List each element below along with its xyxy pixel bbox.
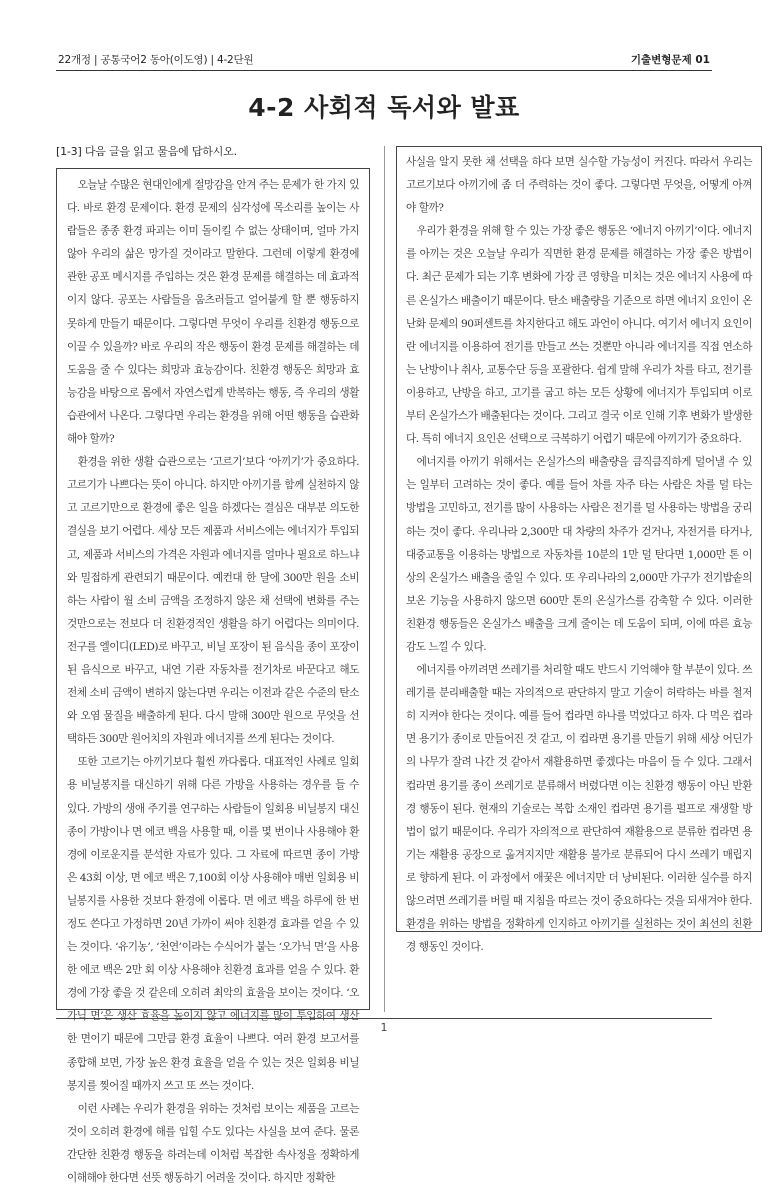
passage-box-right xyxy=(396,146,762,954)
footer-divider xyxy=(56,1018,712,1019)
column-divider xyxy=(384,146,385,1012)
question-instruction: [1-3] 다음 글을 읽고 물음에 답하시오. xyxy=(56,145,237,158)
passage-paragraph: 또한 고르기는 아끼기보다 훨씬 까다롭다. 대표적인 사례로 일회용 비닐봉지를 대신하기 위해 다른 가방을 사용하는 경우를 들 수 있다. 가방의 생애 주기를 연구하는 사람들이 일회용 비닐봉지 대신 종이 가방이나 면 에코 백을 사용할 때, 이를 몇 번이나 사용해야 환경에 이로운지를 분석한 자료가 있다. 그 자료에 따르면 종이 가방은 43회 이상, 면 에코 백은 7,100회 이상 사용해야 매번 일회용 비닐봉지를 사용한 것보다 환경에 이롭다. 면 에코 백을 하루에 한 번 정도 쓴다고 가정하면 20년 가까이 써야 친환경 효과를 얻을 수 있는 것이다. ‘유기농’, ‘천연’이라는 수식어가 붙는 ‘오가닉 면’을 사용한 에코 백은 2만 회 이상 사용해야 친환경 효과를 얻을 수 있다. 환경에 가장 좋을 것 같은데 오히려 최악의 효율을 보이는 것이다. ‘오가닉 면’은 생산 효율을 높이지 않고 에너지를 많이 투입하여 생산한 면이기 때문에 그만큼 환경 효율이 나쁘다. 여러 환경 보고서를 종합해 보면, 가장 높은 환경 효율을 얻을 수 있는 것은 일회용 비닐봉지를 찢어질 때까지 쓰고 또 쓰는 것이다. xyxy=(67,756,359,1092)
header-divider xyxy=(56,70,712,71)
page-number: 1 xyxy=(380,1021,388,1034)
passage-paragraph: 에너지를 아끼기 위해서는 온실가스의 배출량을 큼직큼직하게 덜어낼 수 있는 일부터 고려하는 것이 좋다. 예를 들어 차를 자주 타는 사람은 차를 덜 타는 방법을 고민하고, 전기를 많이 사용하는 사람은 전기를 덜 사용하는 방법을 궁리하는 것이 좋다. 우리나라 2,300만 대 차량의 차주가 걷거나, 자전거를 타거나, 대중교통을 이용하는 방법으로 자동차를 10분의 1만 덜 탄다면 1,000만 톤 이상의 온실가스 배출을 줄일 수 있다. 또 우리나라의 2,000만 가구가 전기밥솥의 보온 기능을 사용하지 않으면 600만 톤의 온실가스를 감축할 수 있다. 이러한 친환경 행동들은 온실가스 배출을 크게 줄이는 데 도움이 되며, 이에 따른 효능감도 느낄 수 있다. xyxy=(406,456,752,653)
passage-paragraph: 환경을 위한 생활 습관으로는 ‘고르기’보다 ‘아끼기’가 중요하다. 고르기가 나쁘다는 뜻이 아니다. 하지만 아끼기를 함께 실천하지 않고 고르기만으로 환경에 좋은 일을 하겠다는 결심은 대부분 의도한 결실을 보기 어렵다. 세상 모든 제품과 서비스에는 에너지가 투입되고, 제품과 서비스의 가격은 자원과 에너지를 얼마나 필요로 하느냐와 밀접하게 관련되기 때문이다. 예컨대 한 달에 300만 원을 소비하는 사람이 월 소비 금액을 조정하지 않은 채 선택에 변화를 주는 것만으로는 전보다 더 친환경적인 생활을 하기 어렵다는 의미이다. 전구를 엘이디(LED)로 바꾸고, 비닐 포장이 된 음식을 종이 포장이 된 음식으로 바꾸고, 내연 기관 자동차를 전기차로 바꾼다고 해도 전체 소비 금액이 변하지 않는다면 우리는 이전과 같은 수준의 탄소와 오염 물질을 배출하게 된다. 다시 말해 300만 원으로 무엇을 선택하든 300만 원어치의 자원과 에너지를 쓰게 된다는 것이다. xyxy=(67,456,359,746)
header-doc-type: 기출변형문제 01 xyxy=(630,54,710,66)
passage-paragraph: 에너지를 아끼려면 쓰레기를 처리할 때도 반드시 기억해야 할 부분이 있다. 쓰레기를 분리배출할 때는 자의적으로 판단하지 말고 기술이 허락하는 바를 철저히 지켜야 한다는 것이다. 예를 들어 컵라면 하나를 먹었다고 하자. 다 먹은 컵라면 용기가 종이로 만들어진 것 같고, 이 컵라면 용기를 만들기 위해 세상 어딘가의 나무가 잘려 나간 것 같아서 재활용하면 좋겠다는 마음이 들 수 있다. 그래서 컵라면 용기를 종이 쓰레기로 분류해서 버렸다면 이는 친환경 행동이 아닌 반환경 행동이 된다. 현재의 기술로는 복합 소재인 컵라면 용기를 펄프로 재생할 방법이 없기 때문이다. 우리가 자의적으로 판단하여 재활용으로 분류한 컵라면 용기는 재활용 공장으로 옮겨지지만 재활용 불가로 분류되어 다시 쓰레기 매립지로 향하게 된다. 이 과정에서 애꿎은 에너지만 더 낭비된다. 이러한 실수를 하지 않으려면 쓰레기를 버릴 때 지침을 따르는 것이 중요하다는 것을 되새겨야 한다. 환경을 위하는 방법을 정확하게 인지하고 아끼기를 실천하는 것이 최선의 친환경 행동인 것이다. xyxy=(406,664,752,954)
passage-box-left xyxy=(56,168,370,1185)
passage-paragraph: 우리가 환경을 위해 할 수 있는 가장 좋은 행동은 ‘에너지 아끼기’이다. 에너지를 아끼는 것은 오늘날 우리가 직면한 환경 문제를 해결하는 가장 좋은 방법이다. 최근 문제가 되는 기후 변화에 가장 큰 영향을 미치는 것은 에너지 사용에 따른 온실가스 배출이기 때문이다. 탄소 배출량을 기준으로 하면 에너지 요인이 온난화 문제의 90퍼센트를 차지한다고 해도 과언이 아니다. 여기서 에너지 요인이란 에너지를 이용하여 전기를 만들고 쓰는 것뿐만 아니라 에너지를 직접 연소하는 난방이나 취사, 교통수단 등을 포괄한다. 쉽게 말해 우리가 차를 타고, 전기를 이용하고, 난방을 하고, 고기를 굽고 하는 모든 상황에 에너지가 투입되며 이로부터 온실가스가 배출된다는 것이다. 그리고 결국 이로 인해 기후 변화가 발생한다. 특히 에너지 요인은 선택으로 극복하기 어렵기 때문에 아끼기가 중요하다. xyxy=(406,225,752,446)
header-course-info: 22개정 | 공통국어2 동아(이도영) | 4-2단원 xyxy=(58,54,254,66)
passage-text-left xyxy=(57,169,369,1190)
passage-paragraph: 오늘날 수많은 현대인에게 절망감을 안겨 주는 문제가 한 가지 있다. 바로 환경 문제이다. 환경 문제의 심각성에 목소리를 높이는 사람들은 종종 환경 파괴는 이미 돌이킬 수 없는 상태이며, 얼마 가지 않아 우리의 삶은 망가질 것이라고 말한다. 그런데 이렇게 환경에 관한 공포 메시지를 주입하는 것은 환경 문제를 해결하는 데 효과적이지 않다. 공포는 사람들을 움츠러들고 얼어붙게 할 뿐 행동하지 못하게 만들기 때문이다. 그렇다면 무엇이 우리를 친환경 행동으로 이끌 수 있을까? 바로 우리의 작은 행동이 환경 문제를 해결하는 데 도움을 줄 수 있다는 희망과 효능감이다. 친환경 행동은 희망과 효능감을 바탕으로 몸에서 자연스럽게 반복하는 행동, 즉 우리의 생활 습관에서 나온다. 그렇다면 우리는 환경을 위해 어떤 행동을 습관화해야 할까? xyxy=(67,179,359,446)
passage-paragraph: 이런 사례는 우리가 환경을 위하는 것처럼 보이는 제품을 고르는 것이 오히려 환경에 해를 입힐 수도 있다는 사실을 보여 준다. 물론 간단한 친환경 행동을 하려는데 이처럼 복잡한 속사정을 정확하게 이해해야 한다면 선뜻 행동하기 어려울 것이다. 하지만 정확한 xyxy=(67,1102,359,1185)
passage-text-right xyxy=(397,147,761,959)
passage-paragraph-continued: 사실을 알지 못한 채 선택을 하다 보면 실수할 가능성이 커진다. 따라서 우리는 고르기보다 아끼기에 좀 더 주력하는 것이 좋다. 그렇다면 무엇을, 어떻게 아껴야 할까? xyxy=(406,156,752,215)
page-title: 4-2 사회적 독서와 발표 xyxy=(248,93,520,122)
